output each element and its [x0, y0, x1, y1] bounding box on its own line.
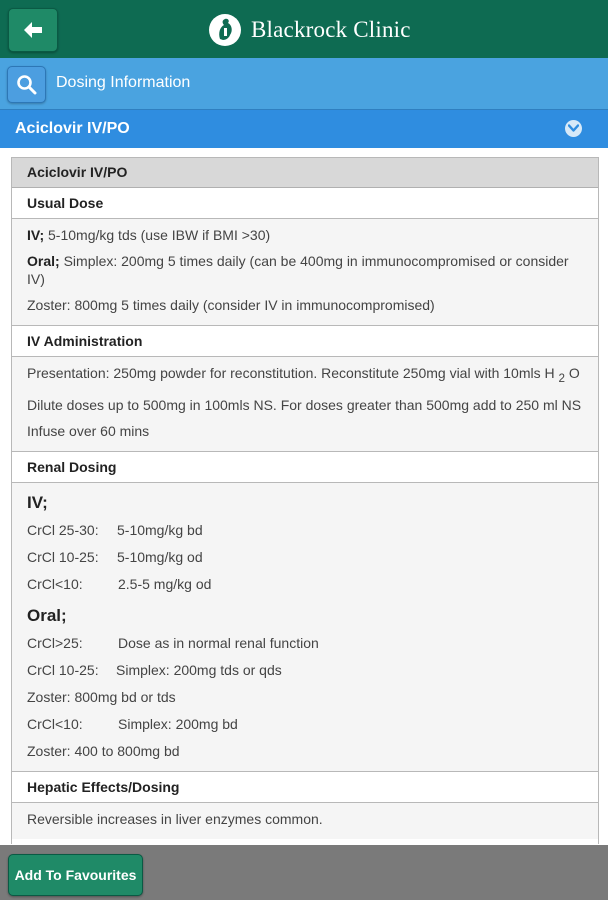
renal-iv-row	[27, 571, 583, 598]
usual-dose-heading: Usual Dose	[12, 188, 598, 219]
presentation-subscript: 2	[558, 371, 565, 385]
presentation-text	[27, 361, 583, 393]
oral-text: Simplex: 200mg 5 times daily (can be 400mg in immunocompromised or consider IV)	[27, 253, 569, 287]
dose-value: Zoster: 400 to 800mg bd	[27, 742, 180, 759]
section-title: Dosing Information	[56, 74, 191, 91]
crcl-label: CrCl 10-25:	[27, 661, 99, 678]
renal-iv-row	[27, 517, 583, 544]
oral-label: Oral;	[27, 253, 60, 269]
iv-admin-heading: IV Administration	[12, 325, 598, 357]
infuse-text: Infuse over 60 mins	[27, 422, 150, 439]
renal-oral-row	[27, 738, 583, 765]
accordion-header[interactable]	[0, 110, 608, 148]
hepatic-heading: Hepatic Effects/Dosing	[12, 771, 598, 803]
add-to-favourites-button[interactable]: Add To Favourites	[8, 854, 143, 896]
usual-dose-iv	[27, 223, 583, 249]
dose-value: 2.5-5 mg/kg od	[118, 575, 212, 592]
renal-iv-row	[27, 544, 583, 571]
renal-dosing-body	[12, 483, 598, 771]
panel-title: Aciclovir IV/PO	[12, 158, 598, 188]
drug-info-panel	[11, 157, 599, 844]
search-button[interactable]	[7, 66, 46, 103]
crcl-label: CrCl<10:	[27, 575, 83, 592]
dose-value: Simplex: 200mg tds or qds	[116, 661, 282, 678]
crcl-label: CrCl>25:	[27, 634, 83, 651]
usual-dose-oral	[27, 249, 583, 293]
renal-oral-row	[27, 711, 583, 738]
presentation-main: Presentation: 250mg powder for reconstitution. Reconstitute 250mg vial with 10mls H	[27, 365, 555, 381]
crcl-label: CrCl<10:	[27, 715, 83, 732]
renal-oral-row	[27, 684, 583, 711]
crcl-label: CrCl 25-30:	[27, 521, 99, 538]
iv-label: IV;	[27, 227, 45, 243]
usual-dose-body	[12, 219, 598, 325]
dose-value: Simplex: 200mg bd	[118, 715, 238, 732]
app-title: Blackrock Clinic	[251, 17, 411, 42]
dose-value: Zoster: 800mg bd or tds	[27, 688, 176, 705]
back-button[interactable]	[8, 8, 58, 52]
usual-dose-zoster: Zoster: 800mg 5 times daily (consider IV in immunocompromised)	[27, 297, 435, 313]
search-icon	[16, 74, 37, 95]
accordion-title: Aciclovir IV/PO	[15, 120, 130, 137]
renal-oral-row	[27, 630, 583, 657]
renal-dosing-heading: Renal Dosing	[12, 451, 598, 483]
renal-iv-heading: IV;	[27, 492, 48, 512]
renal-oral-heading: Oral;	[27, 605, 67, 625]
blackrock-logo-icon	[208, 13, 242, 47]
app-logo	[208, 12, 411, 48]
chevron-down-icon[interactable]	[565, 120, 582, 137]
dose-value: 5-10mg/kg od	[117, 548, 203, 565]
dose-value: Dose as in normal renal function	[118, 634, 319, 651]
hepatic-text: Reversible increases in liver enzymes common.	[27, 810, 323, 827]
crcl-label: CrCl 10-25:	[27, 548, 99, 565]
back-arrow-icon	[9, 9, 57, 51]
section-bar	[0, 58, 608, 110]
renal-oral-row	[27, 657, 583, 684]
dose-value: 5-10mg/kg bd	[117, 521, 203, 538]
iv-text: 5-10mg/kg tds (use IBW if BMI >30)	[48, 227, 271, 243]
presentation-suffix: O	[568, 365, 580, 381]
hepatic-body	[12, 803, 598, 839]
iv-admin-body	[12, 357, 598, 451]
dilute-text: Dilute doses up to 500mg in 100mls NS. For doses greater than 500mg add to 250 ml NS	[27, 396, 582, 413]
